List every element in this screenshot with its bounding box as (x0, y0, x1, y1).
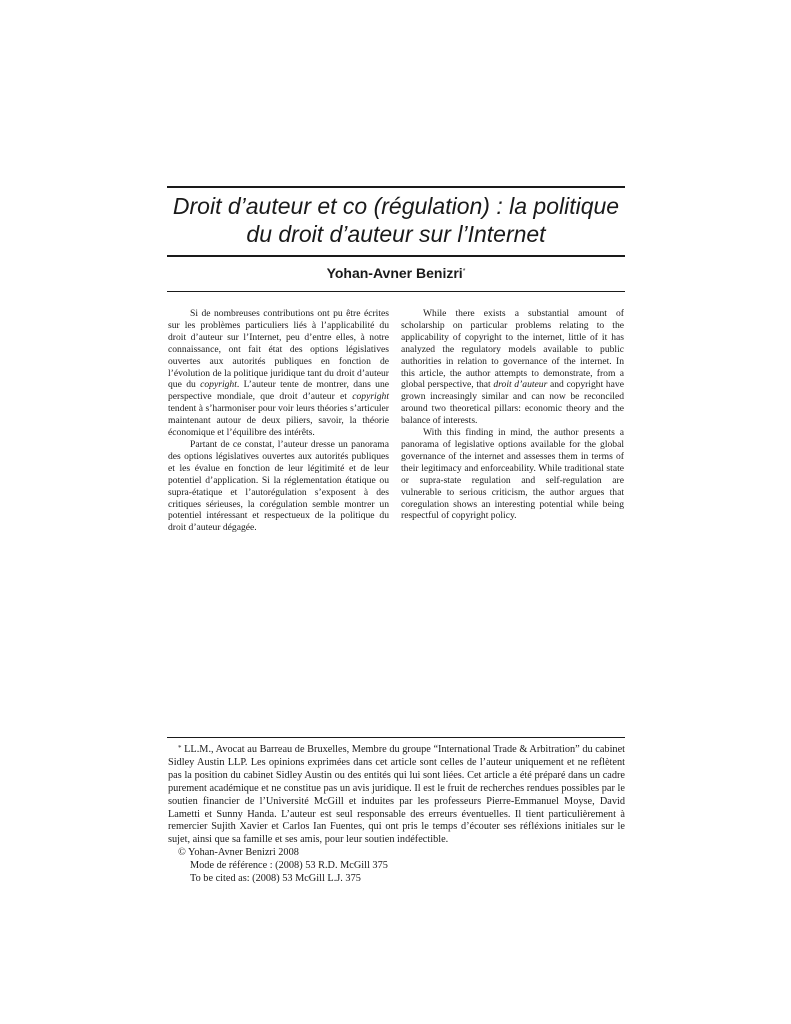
abstract-french-text: tendent à s’harmoniser pour voir leurs théories s’articuler maintenant autour de deux piliers, savoir, la théorie économique et l’équilibre des intérêts. (168, 403, 389, 439)
abstract-english-text: and copyright have grown increasingly similar and can now be reconciled around two theoretical pillars: economic theory and the balance of interests. (401, 379, 624, 427)
author-byline (167, 264, 625, 282)
abstract-english (401, 308, 624, 522)
footnote-text (168, 744, 625, 847)
abstract-french-emphasis: copyright (352, 391, 389, 403)
author-name: Yohan-Avner Benizri (326, 265, 463, 281)
citation-english: To be cited as: (2008) 53 McGill L.J. 375 (190, 873, 361, 885)
abstract-english-emphasis: droit d’auteur (493, 379, 548, 391)
copyright-line: © Yohan-Avner Benizri 2008 (178, 847, 299, 859)
abstract-english-text: While there exists a substantial amount of scholarship on particular problems relating to the applicability of copyright to the internet, little of it has analyzed the regulatory models available to public authorities in relation to governance of the internet. In this article, the author attempts to demonstrate, from a global perspective, that (401, 308, 624, 391)
abstract-french-paragraph-2: Partant de ce constat, l’auteur dresse un panorama des options législatives ouvertes aux autorités publiques et les évalue en fonction de leur légitimité et de leur potentiel d’application. Si la réglementation étatique ou supra-étatique et l’autorégulation s’exposent à des critiques sérieuses, la corégulation semble montrer un potentiel intéressant et respectueux de la politique du droit d’auteur dégagée. (168, 438, 389, 534)
title-top-rule (167, 186, 625, 188)
abstract-french (168, 308, 389, 534)
abstract-french-text: . L’auteur tente de montrer, dans une perspective mondiale, que droit d’auteur et (168, 379, 389, 403)
abstract-english-paragraph-2: With this finding in mind, the author presents a panorama of legislative options available for the global governance of the internet and assesses them in terms of their legitimacy and enforceability. While traditional state or supra-state regulation and self-regulation are vulnerable to serious criticism, the author argues that coregulation shows an interesting potential while being respectful of copyright policy. (401, 427, 624, 522)
footnote-separator (167, 737, 625, 738)
abstract-french-paragraph-1 (168, 308, 389, 439)
citation-french: Mode de référence : (2008) 53 R.D. McGill 375 (190, 860, 388, 872)
author-bottom-rule (167, 291, 625, 292)
article-title-line-1: Droit d’auteur et co (régulation) : la politique (172, 193, 620, 219)
abstract-french-emphasis: copyright (200, 379, 237, 391)
author-footnote-mark: * (462, 268, 466, 275)
article-title-line-2: du droit d’auteur sur l’Internet (246, 221, 546, 247)
abstract-english-paragraph-1 (401, 308, 624, 427)
article-title (150, 192, 642, 248)
author-footnote (168, 744, 625, 886)
title-bottom-rule (167, 255, 625, 257)
footnote-body: LL.M., Avocat au Barreau de Bruxelles, Membre du groupe “International Trade & Arbitration” du cabinet Sidley Austin LLP. Les opinions exprimées dans cet article sont celles de l’auteur uniquement et ne reflètent pas la position du cabinet Sidley Austin ou des entités qui lui sont liées. Cet article a été préparé dans un cadre purement académique et ne constitue pas un avis juridique. Il est le fruit de recherches rendues possibles par le soutien financier de l’Université McGill et induites par les professeurs Pierre-Emmanuel Moyse, David Lametti et Sunny Handa. L’auteur est seul responsable des erreurs éventuelles. Il tient particulièrement à remercier Sujith Xavier et Carlos Ian Fuentes, qui ont pris le temps d’écouter ses réfléxions initiales sur le sujet, ainsi que sa famille et ses amis, pour leur soutien indéfectible. (168, 744, 626, 846)
footnote-mark: * (178, 744, 182, 752)
abstract-french-text: Si de nombreuses contributions ont pu être écrites sur les problèmes particuliers liés à l’applicabilité du droit d’auteur sur l’Internet, peu d’entre elles, à notre connaissance, ont fait état des options législatives ouvertes aux autorités publiques en fonction de l’évolution de la politique juridique tant du droit d’auteur que du (168, 308, 389, 391)
